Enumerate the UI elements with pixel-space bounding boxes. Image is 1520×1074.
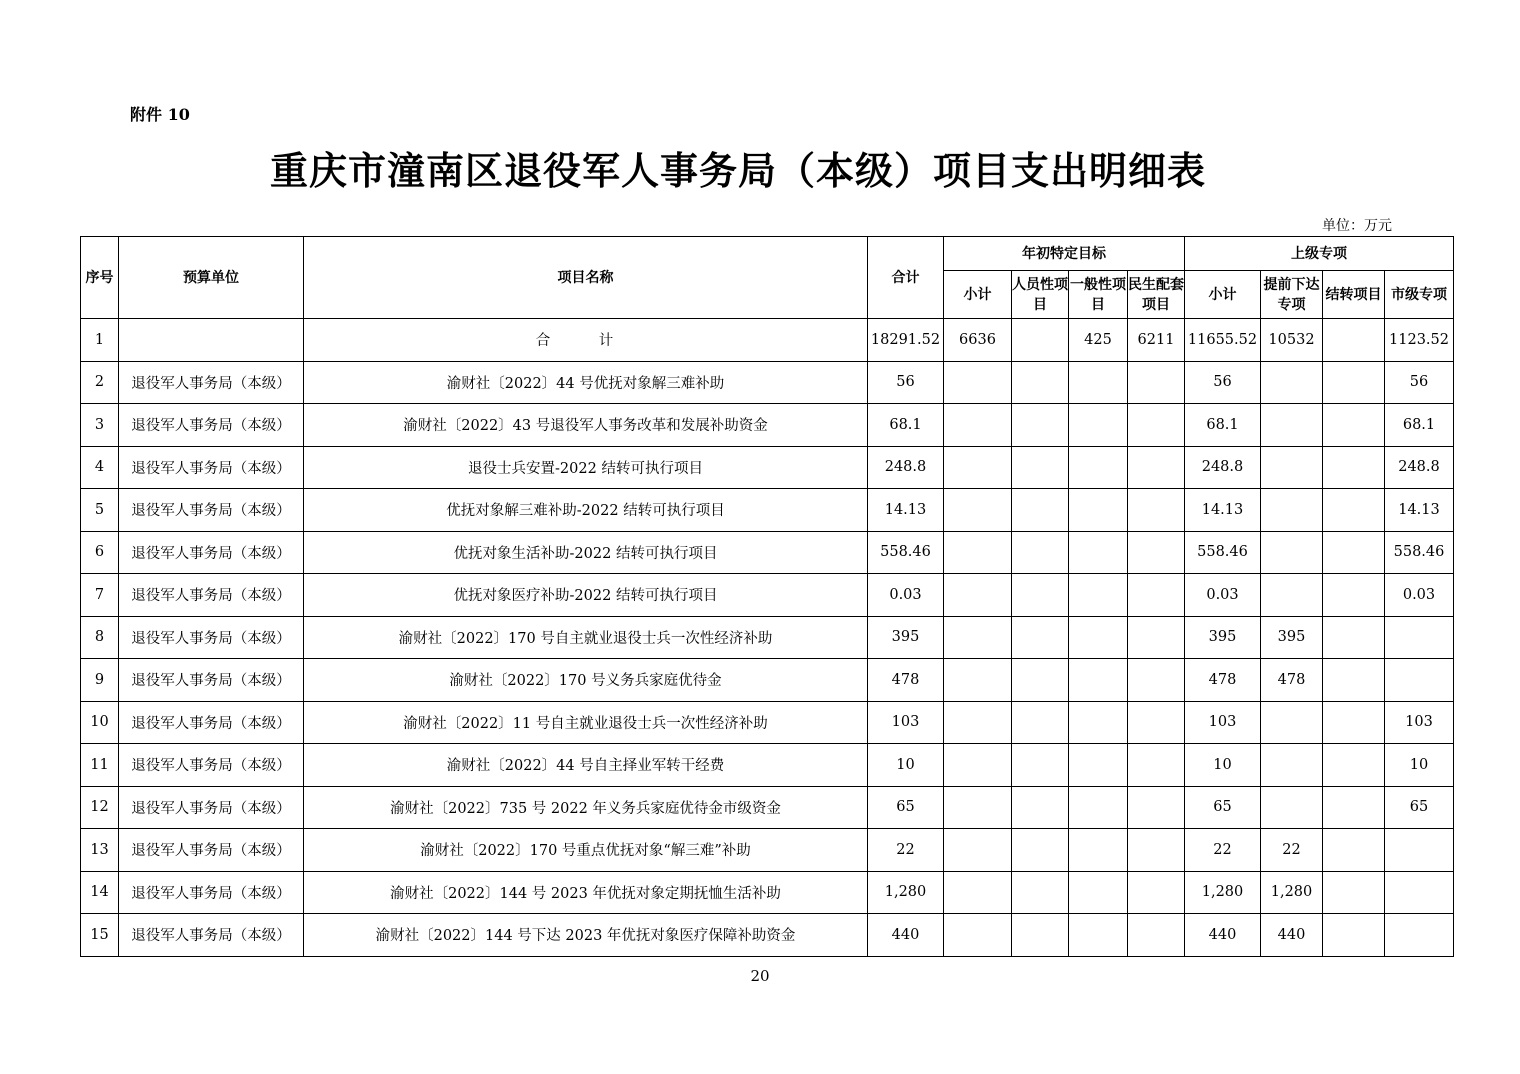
cell-superior-carryover xyxy=(1323,744,1385,787)
cell-superior-city: 68.1 xyxy=(1385,404,1454,447)
cell-total: 440 xyxy=(868,914,944,957)
cell-total: 248.8 xyxy=(868,446,944,489)
cell-annual-personnel xyxy=(1012,489,1069,532)
cell-project-name: 退役士兵安置-2022 结转可执行项目 xyxy=(304,446,868,489)
cell-annual-subtotal xyxy=(944,829,1012,872)
cell-seq: 14 xyxy=(81,871,119,914)
cell-project-name: 渝财社〔2022〕144 号 2023 年优抚对象定期抚恤生活补助 xyxy=(304,871,868,914)
header-project-name: 项目名称 xyxy=(304,237,868,319)
cell-annual-personnel xyxy=(1012,574,1069,617)
cell-annual-general xyxy=(1069,574,1128,617)
cell-budget-unit: 退役军人事务局（本级） xyxy=(119,489,304,532)
cell-superior-advance: 395 xyxy=(1261,616,1323,659)
cell-superior-advance: 478 xyxy=(1261,659,1323,702)
cell-superior-advance xyxy=(1261,786,1323,829)
cell-budget-unit: 退役军人事务局（本级） xyxy=(119,829,304,872)
page-title: 重庆市潼南区退役军人事务局（本级）项目支出明细表 xyxy=(269,148,1206,193)
cell-project-name: 渝财社〔2022〕170 号自主就业退役士兵一次性经济补助 xyxy=(304,616,868,659)
cell-superior-city: 558.46 xyxy=(1385,531,1454,574)
cell-superior-advance xyxy=(1261,574,1323,617)
table-row xyxy=(81,361,1454,404)
cell-annual-personnel xyxy=(1012,701,1069,744)
cell-superior-carryover xyxy=(1323,829,1385,872)
unit-label: 单位：万元 xyxy=(1322,218,1392,234)
cell-superior-carryover xyxy=(1323,361,1385,404)
cell-total: 558.46 xyxy=(868,531,944,574)
table-row xyxy=(81,616,1454,659)
attachment-label: 附件 10 xyxy=(130,105,190,124)
cell-superior-advance xyxy=(1261,744,1323,787)
cell-superior-subtotal: 65 xyxy=(1185,786,1261,829)
header-annual-general: 一般性项目 xyxy=(1069,271,1128,319)
cell-annual-livelihood xyxy=(1128,829,1185,872)
cell-budget-unit: 退役军人事务局（本级） xyxy=(119,701,304,744)
cell-superior-carryover xyxy=(1323,574,1385,617)
cell-annual-subtotal xyxy=(944,616,1012,659)
cell-seq: 7 xyxy=(81,574,119,617)
cell-annual-general xyxy=(1069,531,1128,574)
cell-project-name: 渝财社〔2022〕144 号下达 2023 年优抚对象医疗保障补助资金 xyxy=(304,914,868,957)
cell-annual-general xyxy=(1069,829,1128,872)
cell-project-name: 渝财社〔2022〕44 号自主择业军转干经费 xyxy=(304,744,868,787)
cell-annual-personnel xyxy=(1012,404,1069,447)
cell-total: 1,280 xyxy=(868,871,944,914)
cell-annual-subtotal xyxy=(944,744,1012,787)
cell-annual-personnel xyxy=(1012,744,1069,787)
cell-superior-advance xyxy=(1261,446,1323,489)
cell-project-name: 合 计 xyxy=(304,319,868,362)
cell-annual-livelihood xyxy=(1128,786,1185,829)
cell-superior-city xyxy=(1385,659,1454,702)
header-superior-carryover: 结转项目 xyxy=(1323,271,1385,319)
cell-superior-subtotal: 248.8 xyxy=(1185,446,1261,489)
cell-seq: 1 xyxy=(81,319,119,362)
cell-project-name: 优抚对象医疗补助-2022 结转可执行项目 xyxy=(304,574,868,617)
cell-superior-advance xyxy=(1261,361,1323,404)
cell-superior-carryover xyxy=(1323,786,1385,829)
cell-superior-city xyxy=(1385,914,1454,957)
cell-superior-subtotal: 103 xyxy=(1185,701,1261,744)
cell-budget-unit: 退役军人事务局（本级） xyxy=(119,531,304,574)
cell-seq: 5 xyxy=(81,489,119,532)
cell-project-name: 渝财社〔2022〕170 号义务兵家庭优待金 xyxy=(304,659,868,702)
cell-superior-subtotal: 68.1 xyxy=(1185,404,1261,447)
cell-superior-city: 56 xyxy=(1385,361,1454,404)
table-row xyxy=(81,659,1454,702)
cell-total: 22 xyxy=(868,829,944,872)
cell-superior-subtotal: 558.46 xyxy=(1185,531,1261,574)
cell-annual-personnel xyxy=(1012,361,1069,404)
cell-project-name: 渝财社〔2022〕43 号退役军人事务改革和发展补助资金 xyxy=(304,404,868,447)
cell-superior-city: 248.8 xyxy=(1385,446,1454,489)
cell-project-name: 优抚对象生活补助-2022 结转可执行项目 xyxy=(304,531,868,574)
cell-budget-unit: 退役军人事务局（本级） xyxy=(119,574,304,617)
cell-annual-subtotal xyxy=(944,446,1012,489)
cell-annual-livelihood xyxy=(1128,361,1185,404)
header-annual-personnel: 人员性项目 xyxy=(1012,271,1069,319)
cell-project-name: 渝财社〔2022〕735 号 2022 年义务兵家庭优待金市级资金 xyxy=(304,786,868,829)
cell-annual-personnel xyxy=(1012,914,1069,957)
cell-total: 10 xyxy=(868,744,944,787)
table-row xyxy=(81,404,1454,447)
cell-budget-unit: 退役军人事务局（本级） xyxy=(119,786,304,829)
cell-superior-city: 1123.52 xyxy=(1385,319,1454,362)
cell-superior-city: 10 xyxy=(1385,744,1454,787)
cell-superior-carryover xyxy=(1323,531,1385,574)
cell-annual-subtotal: 6636 xyxy=(944,319,1012,362)
cell-annual-general xyxy=(1069,361,1128,404)
table-row xyxy=(81,744,1454,787)
cell-annual-livelihood xyxy=(1128,531,1185,574)
cell-annual-personnel xyxy=(1012,786,1069,829)
cell-superior-subtotal: 14.13 xyxy=(1185,489,1261,532)
cell-annual-personnel xyxy=(1012,446,1069,489)
cell-total: 14.13 xyxy=(868,489,944,532)
cell-annual-general xyxy=(1069,786,1128,829)
table-row xyxy=(81,574,1454,617)
cell-seq: 2 xyxy=(81,361,119,404)
cell-total: 395 xyxy=(868,616,944,659)
cell-annual-livelihood: 6211 xyxy=(1128,319,1185,362)
cell-total: 56 xyxy=(868,361,944,404)
cell-annual-subtotal xyxy=(944,361,1012,404)
table-row xyxy=(81,701,1454,744)
cell-annual-general xyxy=(1069,446,1128,489)
cell-budget-unit: 退役军人事务局（本级） xyxy=(119,361,304,404)
cell-annual-personnel xyxy=(1012,659,1069,702)
cell-annual-personnel xyxy=(1012,531,1069,574)
cell-superior-carryover xyxy=(1323,871,1385,914)
cell-superior-subtotal: 0.03 xyxy=(1185,574,1261,617)
cell-superior-carryover xyxy=(1323,404,1385,447)
cell-annual-subtotal xyxy=(944,574,1012,617)
cell-seq: 4 xyxy=(81,446,119,489)
cell-superior-advance xyxy=(1261,489,1323,532)
header-annual-livelihood: 民生配套项目 xyxy=(1128,271,1185,319)
cell-seq: 11 xyxy=(81,744,119,787)
cell-superior-subtotal: 22 xyxy=(1185,829,1261,872)
table-row xyxy=(81,446,1454,489)
header-seq: 序号 xyxy=(81,237,119,319)
cell-superior-city: 65 xyxy=(1385,786,1454,829)
cell-annual-subtotal xyxy=(944,786,1012,829)
table-row xyxy=(81,319,1454,362)
cell-seq: 12 xyxy=(81,786,119,829)
cell-annual-personnel xyxy=(1012,319,1069,362)
cell-budget-unit: 退役军人事务局（本级） xyxy=(119,446,304,489)
cell-seq: 15 xyxy=(81,914,119,957)
cell-annual-general xyxy=(1069,659,1128,702)
cell-superior-advance xyxy=(1261,701,1323,744)
cell-seq: 10 xyxy=(81,701,119,744)
cell-project-name: 渝财社〔2022〕11 号自主就业退役士兵一次性经济补助 xyxy=(304,701,868,744)
cell-superior-advance xyxy=(1261,404,1323,447)
header-annual-subtotal: 小计 xyxy=(944,271,1012,319)
cell-superior-subtotal: 440 xyxy=(1185,914,1261,957)
header-group-annual: 年初特定目标 xyxy=(944,237,1185,271)
cell-seq: 6 xyxy=(81,531,119,574)
cell-annual-livelihood xyxy=(1128,871,1185,914)
cell-annual-general xyxy=(1069,744,1128,787)
cell-total: 103 xyxy=(868,701,944,744)
cell-superior-advance xyxy=(1261,531,1323,574)
cell-annual-general xyxy=(1069,404,1128,447)
header-budget-unit: 预算单位 xyxy=(119,237,304,319)
cell-annual-livelihood xyxy=(1128,446,1185,489)
cell-annual-subtotal xyxy=(944,871,1012,914)
cell-annual-livelihood xyxy=(1128,489,1185,532)
cell-annual-subtotal xyxy=(944,659,1012,702)
header-superior-subtotal: 小计 xyxy=(1185,271,1261,319)
cell-annual-livelihood xyxy=(1128,701,1185,744)
cell-budget-unit: 退役军人事务局（本级） xyxy=(119,914,304,957)
table-row xyxy=(81,914,1454,957)
cell-project-name: 渝财社〔2022〕170 号重点优抚对象“解三难”补助 xyxy=(304,829,868,872)
cell-total: 18291.52 xyxy=(868,319,944,362)
cell-superior-subtotal: 10 xyxy=(1185,744,1261,787)
cell-seq: 3 xyxy=(81,404,119,447)
cell-annual-general xyxy=(1069,871,1128,914)
cell-superior-carryover xyxy=(1323,489,1385,532)
cell-project-name: 优抚对象解三难补助-2022 结转可执行项目 xyxy=(304,489,868,532)
cell-seq: 8 xyxy=(81,616,119,659)
cell-annual-livelihood xyxy=(1128,659,1185,702)
table-row xyxy=(81,871,1454,914)
cell-project-name: 渝财社〔2022〕44 号优抚对象解三难补助 xyxy=(304,361,868,404)
cell-annual-general xyxy=(1069,701,1128,744)
cell-annual-livelihood xyxy=(1128,744,1185,787)
cell-superior-carryover xyxy=(1323,616,1385,659)
table-row xyxy=(81,786,1454,829)
cell-superior-advance: 22 xyxy=(1261,829,1323,872)
cell-superior-carryover xyxy=(1323,446,1385,489)
cell-annual-livelihood xyxy=(1128,404,1185,447)
cell-superior-city: 14.13 xyxy=(1385,489,1454,532)
cell-superior-city xyxy=(1385,829,1454,872)
cell-total: 68.1 xyxy=(868,404,944,447)
cell-annual-livelihood xyxy=(1128,914,1185,957)
header-group-superior: 上级专项 xyxy=(1185,237,1454,271)
cell-annual-livelihood xyxy=(1128,616,1185,659)
cell-superior-advance: 1,280 xyxy=(1261,871,1323,914)
cell-superior-city: 0.03 xyxy=(1385,574,1454,617)
cell-budget-unit: 退役军人事务局（本级） xyxy=(119,616,304,659)
cell-superior-advance: 10532 xyxy=(1261,319,1323,362)
cell-total: 65 xyxy=(868,786,944,829)
cell-superior-advance: 440 xyxy=(1261,914,1323,957)
table-row xyxy=(81,489,1454,532)
cell-superior-city: 103 xyxy=(1385,701,1454,744)
cell-superior-carryover xyxy=(1323,701,1385,744)
cell-superior-subtotal: 11655.52 xyxy=(1185,319,1261,362)
cell-annual-subtotal xyxy=(944,531,1012,574)
header-total: 合计 xyxy=(868,237,944,319)
page-number: 20 xyxy=(750,967,770,985)
cell-annual-livelihood xyxy=(1128,574,1185,617)
cell-seq: 13 xyxy=(81,829,119,872)
cell-annual-general xyxy=(1069,489,1128,532)
table-row xyxy=(81,531,1454,574)
cell-annual-general: 425 xyxy=(1069,319,1128,362)
cell-budget-unit: 退役军人事务局（本级） xyxy=(119,404,304,447)
table-row xyxy=(81,829,1454,872)
cell-annual-general xyxy=(1069,616,1128,659)
cell-superior-subtotal: 478 xyxy=(1185,659,1261,702)
cell-annual-subtotal xyxy=(944,489,1012,532)
cell-superior-carryover xyxy=(1323,659,1385,702)
cell-superior-carryover xyxy=(1323,319,1385,362)
cell-annual-subtotal xyxy=(944,701,1012,744)
cell-superior-subtotal: 395 xyxy=(1185,616,1261,659)
header-superior-city: 市级专项 xyxy=(1385,271,1454,319)
cell-budget-unit: 退役军人事务局（本级） xyxy=(119,659,304,702)
cell-budget-unit: 退役军人事务局（本级） xyxy=(119,871,304,914)
cell-budget-unit: 退役军人事务局（本级） xyxy=(119,744,304,787)
cell-superior-subtotal: 1,280 xyxy=(1185,871,1261,914)
cell-total: 478 xyxy=(868,659,944,702)
cell-annual-personnel xyxy=(1012,829,1069,872)
project-expenditure-table xyxy=(80,236,1454,957)
cell-superior-carryover xyxy=(1323,914,1385,957)
cell-annual-personnel xyxy=(1012,871,1069,914)
cell-budget-unit xyxy=(119,319,304,362)
cell-annual-subtotal xyxy=(944,404,1012,447)
cell-annual-general xyxy=(1069,914,1128,957)
cell-superior-city xyxy=(1385,616,1454,659)
cell-total: 0.03 xyxy=(868,574,944,617)
cell-superior-city xyxy=(1385,871,1454,914)
header-superior-advance: 提前下达专项 xyxy=(1261,271,1323,319)
cell-seq: 9 xyxy=(81,659,119,702)
cell-superior-subtotal: 56 xyxy=(1185,361,1261,404)
cell-annual-personnel xyxy=(1012,616,1069,659)
cell-annual-subtotal xyxy=(944,914,1012,957)
